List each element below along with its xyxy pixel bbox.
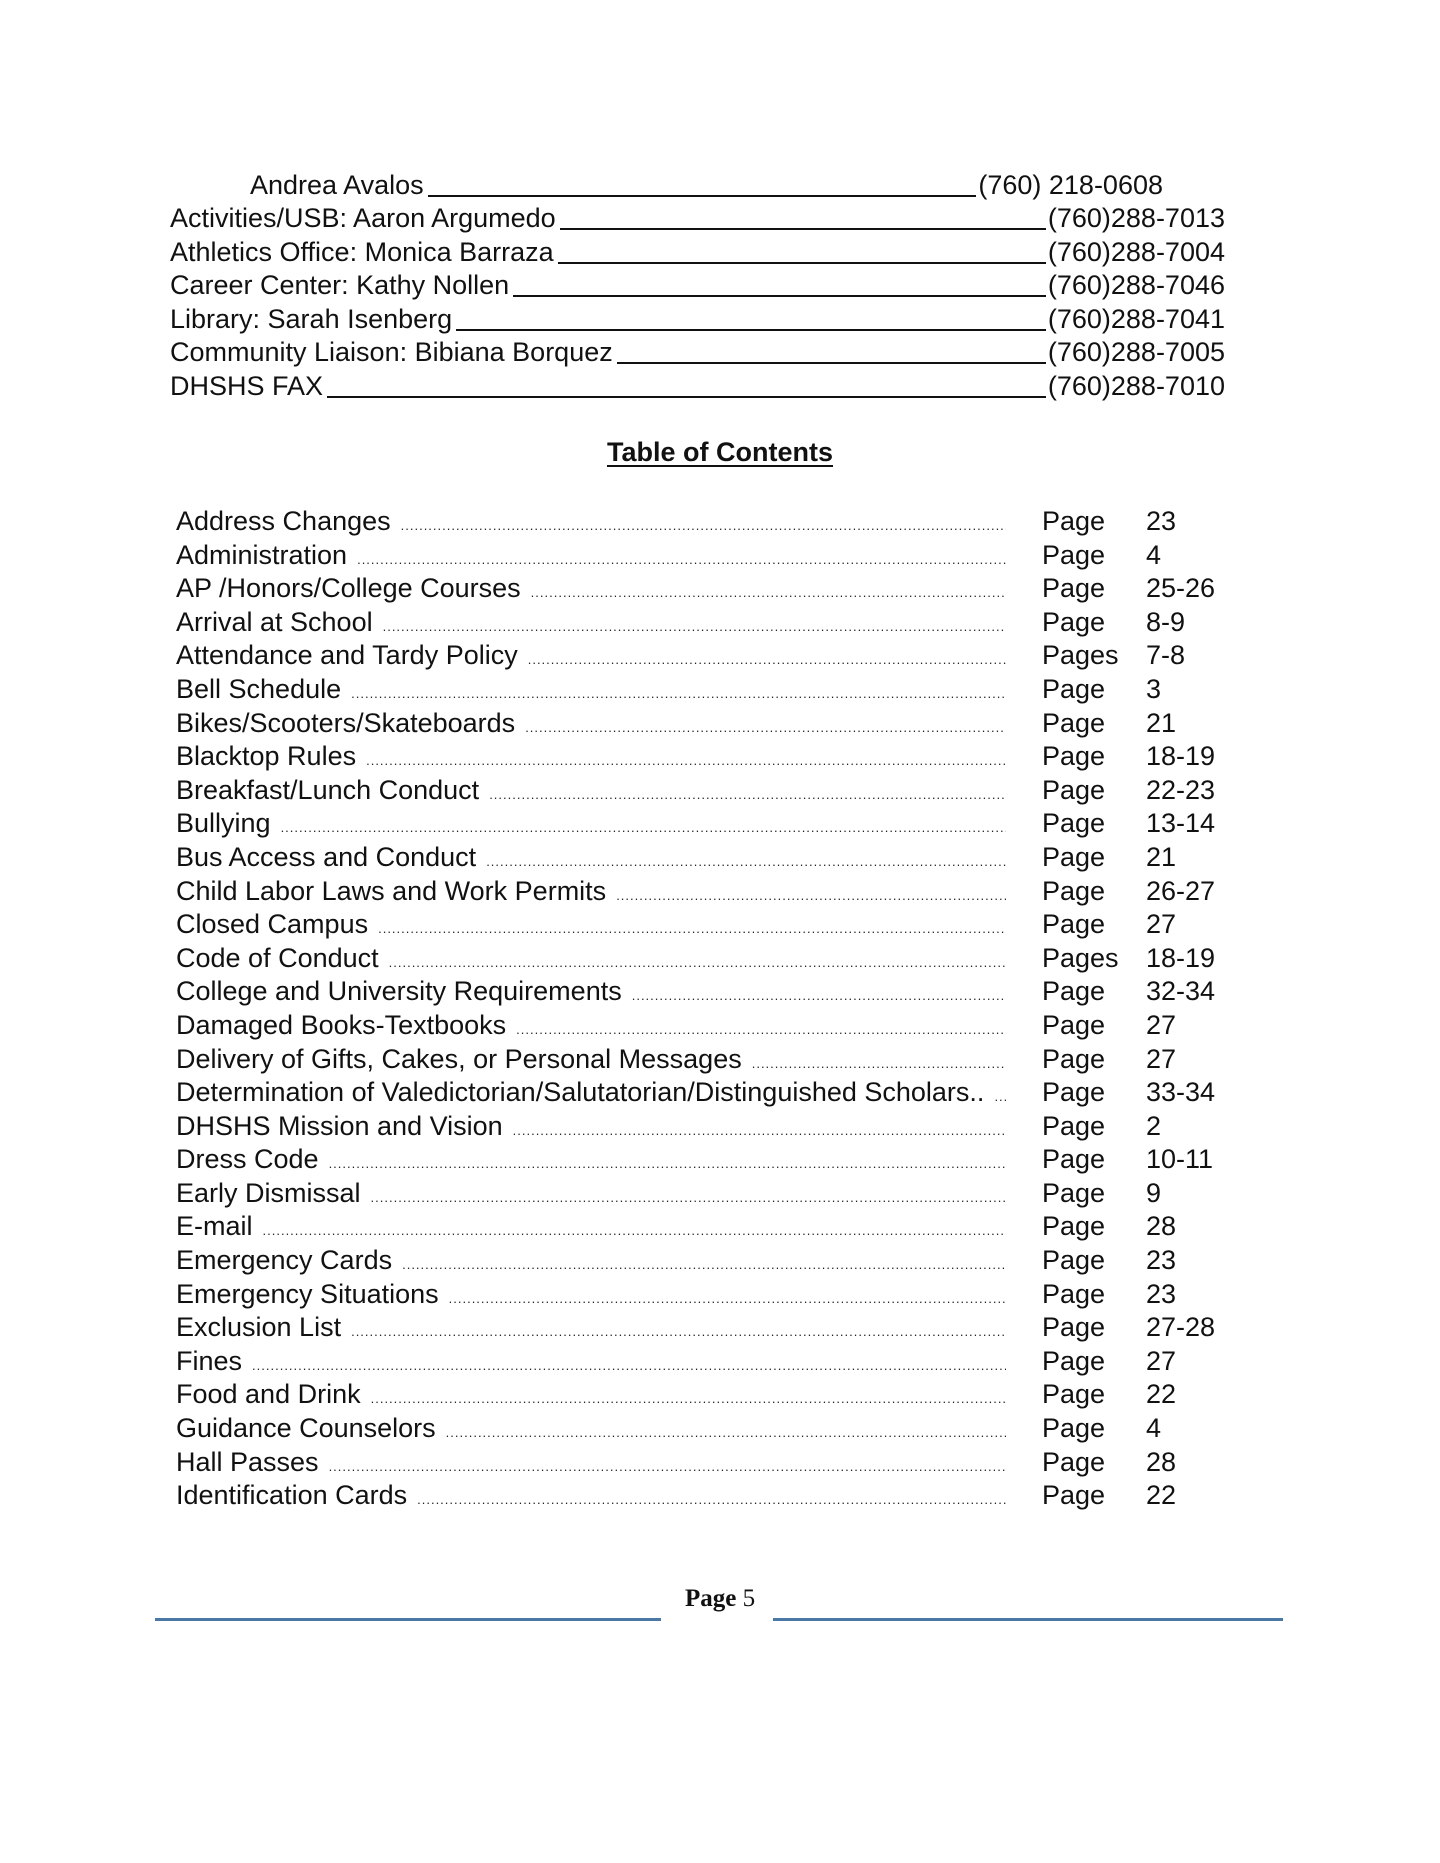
toc-entry bbox=[176, 942, 1236, 976]
toc-dot-leader bbox=[525, 711, 1006, 744]
toc-entry-label: Emergency Situations bbox=[176, 1278, 439, 1309]
toc-page-word: Page bbox=[1042, 707, 1106, 738]
toc-dot-leader bbox=[513, 1114, 1006, 1147]
toc-entry bbox=[176, 1311, 1236, 1345]
toc-entry-label: Child Labor Laws and Work Permits bbox=[176, 875, 607, 906]
toc-dot-leader bbox=[329, 1450, 1006, 1483]
footer-page-value: 5 bbox=[742, 1585, 756, 1612]
toc-page-number: 4 bbox=[1146, 1413, 1162, 1444]
toc-page-number: 27 bbox=[1146, 1345, 1177, 1376]
toc-page-word: Page bbox=[1042, 506, 1106, 536]
toc-page-number: 2 bbox=[1146, 1110, 1162, 1141]
toc-entry bbox=[176, 875, 1236, 909]
toc-page-word: Page bbox=[1042, 539, 1106, 570]
toc-page-number: 13-14 bbox=[1146, 808, 1216, 839]
toc-entry-label: Early Dismissal bbox=[176, 1177, 361, 1208]
contact-row bbox=[170, 369, 1225, 403]
contact-underline bbox=[327, 396, 1046, 398]
toc-entry-label: Fines bbox=[176, 1345, 243, 1376]
contact-underline bbox=[560, 228, 1046, 230]
toc-entry bbox=[176, 908, 1236, 942]
toc-page-number: 27-28 bbox=[1146, 1312, 1216, 1343]
toc-entry-label: College and University Requirements bbox=[176, 976, 622, 1007]
toc-page-number: 32-34 bbox=[1146, 976, 1216, 1007]
toc-entry bbox=[176, 1378, 1236, 1412]
toc-entry-label: Emergency Cards bbox=[176, 1245, 393, 1276]
contact-underline bbox=[558, 262, 1046, 264]
contact-phone: (760)288-7004 bbox=[1047, 236, 1225, 267]
toc-entry bbox=[176, 707, 1236, 741]
toc-page-number: 9 bbox=[1146, 1177, 1162, 1208]
toc-dot-leader bbox=[446, 1416, 1006, 1449]
toc-page-number: 18-19 bbox=[1146, 942, 1216, 973]
toc-page-number: 22 bbox=[1146, 1379, 1177, 1410]
toc-dot-leader bbox=[383, 610, 1006, 643]
toc-entry-label: Bullying bbox=[176, 808, 271, 839]
toc-page-word: Pages bbox=[1042, 640, 1119, 671]
toc-entry-label: Bell Schedule bbox=[176, 673, 342, 704]
toc-page-word: Page bbox=[1042, 909, 1106, 940]
toc-page-word: Page bbox=[1042, 573, 1106, 604]
toc-page-word: Page bbox=[1042, 1379, 1106, 1410]
toc-dot-leader bbox=[389, 946, 1006, 979]
toc-dot-leader bbox=[371, 1382, 1006, 1415]
toc-page-number: 7-8 bbox=[1146, 640, 1186, 671]
toc-entry-label: Exclusion List bbox=[176, 1312, 342, 1343]
contact-name: Athletics Office: Monica Barraza bbox=[170, 236, 554, 267]
toc-page-number: 27 bbox=[1146, 1009, 1177, 1040]
contact-row bbox=[170, 202, 1225, 236]
toc-entry-label: Bikes/Scooters/Skateboards bbox=[176, 707, 516, 738]
toc-page-word: Page bbox=[1042, 1446, 1106, 1477]
toc-page-word: Page bbox=[1042, 673, 1106, 704]
contact-name: Activities/USB: Aaron Argumedo bbox=[170, 203, 556, 233]
toc-entry bbox=[176, 975, 1236, 1009]
toc-page-number: 8-9 bbox=[1146, 606, 1186, 637]
toc-entry bbox=[176, 1479, 1236, 1513]
toc-dot-leader bbox=[351, 1315, 1006, 1348]
toc-dot-leader bbox=[329, 1147, 1006, 1180]
contact-phone: (760)288-7046 bbox=[1047, 270, 1225, 300]
toc-entry bbox=[176, 1412, 1236, 1446]
toc-page-word: Page bbox=[1042, 1245, 1106, 1276]
toc-page-number: 21 bbox=[1146, 707, 1177, 738]
contact-name: Library: Sarah Isenberg bbox=[170, 303, 453, 334]
toc-entry-label: Guidance Counselors bbox=[176, 1413, 436, 1444]
toc-entry bbox=[176, 572, 1236, 606]
toc-page-number: 23 bbox=[1146, 1278, 1177, 1309]
toc-page-number: 23 bbox=[1146, 506, 1177, 536]
toc-page-number: 22 bbox=[1146, 1480, 1177, 1511]
toc-entry-label: E-mail bbox=[176, 1211, 253, 1242]
toc-page-number: 18-19 bbox=[1146, 741, 1216, 772]
contact-row bbox=[170, 336, 1225, 370]
toc-dot-leader bbox=[489, 778, 1006, 811]
toc-page-word: Page bbox=[1042, 1278, 1106, 1309]
toc-page-word: Page bbox=[1042, 606, 1106, 637]
toc-entry-label: Damaged Books-Textbooks bbox=[176, 1009, 507, 1040]
contact-underline bbox=[513, 295, 1046, 297]
toc-entry bbox=[176, 1143, 1236, 1177]
toc-page-word: Page bbox=[1042, 774, 1106, 805]
toc-page-word: Page bbox=[1042, 1312, 1106, 1343]
contact-underline bbox=[456, 329, 1046, 331]
toc-page-number: 10-11 bbox=[1146, 1144, 1214, 1175]
contact-underline bbox=[617, 362, 1046, 364]
toc-page-number: 28 bbox=[1146, 1446, 1177, 1477]
contact-row bbox=[170, 269, 1225, 303]
toc-entry-label: Breakfast/Lunch Conduct bbox=[176, 774, 480, 805]
contact-name: DHSHS FAX bbox=[170, 370, 324, 401]
toc-entry bbox=[176, 1076, 1236, 1110]
toc-page-number: 22-23 bbox=[1146, 774, 1216, 805]
toc-dot-leader bbox=[449, 1282, 1006, 1315]
page-footer bbox=[0, 1585, 1440, 1625]
footer-page-number bbox=[0, 1585, 1440, 1613]
toc-entry-label: Attendance and Tardy Policy bbox=[176, 640, 518, 671]
toc-dot-leader bbox=[616, 879, 1006, 912]
toc-entry-label: Address Changes bbox=[176, 506, 391, 536]
toc-page-number: 26-27 bbox=[1146, 875, 1216, 906]
contact-phone: (760) 218-0608 bbox=[978, 169, 1163, 200]
toc-dot-leader bbox=[402, 1248, 1006, 1281]
contact-row bbox=[170, 168, 1163, 202]
toc-entry-label: Identification Cards bbox=[176, 1480, 408, 1511]
toc-entry bbox=[176, 740, 1236, 774]
contact-name: Career Center: Kathy Nollen bbox=[170, 270, 510, 300]
toc-entry-label: Food and Drink bbox=[176, 1379, 361, 1410]
toc-page-word: Page bbox=[1042, 1413, 1106, 1444]
toc-entry-label: Closed Campus bbox=[176, 909, 369, 940]
toc-dot-leader bbox=[752, 1047, 1006, 1080]
contact-row bbox=[170, 302, 1225, 336]
toc-dot-leader bbox=[516, 1013, 1006, 1046]
toc-entry bbox=[176, 639, 1236, 673]
toc-title: Table of Contents bbox=[607, 437, 833, 467]
toc-entry bbox=[176, 1345, 1236, 1379]
toc-dot-leader bbox=[371, 1181, 1006, 1214]
contact-row bbox=[170, 235, 1225, 269]
toc-entry-label: Bus Access and Conduct bbox=[176, 841, 477, 872]
toc-page-word: Page bbox=[1042, 808, 1106, 839]
toc-dot-leader bbox=[252, 1349, 1006, 1382]
toc-dot-leader bbox=[357, 543, 1006, 576]
toc-page-number: 21 bbox=[1146, 841, 1177, 872]
toc-entry-label: Arrival at School bbox=[176, 606, 373, 637]
toc-dot-leader bbox=[351, 677, 1006, 710]
toc-dot-leader bbox=[378, 912, 1006, 945]
toc-page-word: Page bbox=[1042, 1480, 1106, 1511]
toc-entry-label: Administration bbox=[176, 539, 348, 570]
toc-entry-label: Hall Passes bbox=[176, 1446, 319, 1477]
toc-entry bbox=[176, 606, 1236, 640]
toc-page-word: Page bbox=[1042, 1110, 1106, 1141]
footer-page-label: Page bbox=[684, 1585, 737, 1612]
toc-page-number: 3 bbox=[1146, 673, 1162, 704]
toc-page-number: 25-26 bbox=[1146, 573, 1216, 604]
toc-page-number: 23 bbox=[1146, 1245, 1177, 1276]
toc-dot-leader bbox=[281, 811, 1006, 844]
toc-entry bbox=[176, 1278, 1236, 1312]
contact-phone: (760)288-7005 bbox=[1047, 337, 1225, 367]
toc-page-word: Page bbox=[1042, 741, 1106, 772]
toc-entry bbox=[176, 774, 1236, 808]
contact-phone: (760)288-7010 bbox=[1047, 370, 1225, 401]
toc-page-word: Page bbox=[1042, 1144, 1106, 1175]
toc-entry bbox=[176, 1043, 1236, 1077]
toc-page-word: Page bbox=[1042, 841, 1106, 872]
toc-page-word: Page bbox=[1042, 976, 1106, 1007]
toc-entry bbox=[176, 1177, 1236, 1211]
toc-page-number: 4 bbox=[1146, 539, 1162, 570]
toc-entry-label: Code of Conduct bbox=[176, 942, 379, 973]
toc-page-word: Page bbox=[1042, 875, 1106, 906]
toc-dot-leader bbox=[401, 509, 1006, 542]
toc-page-number: 27 bbox=[1146, 1043, 1177, 1074]
footer-rule-right bbox=[773, 1618, 1283, 1621]
contact-phone: (760)288-7041 bbox=[1047, 303, 1225, 334]
footer-rule-left bbox=[155, 1618, 661, 1621]
toc-page-word: Pages bbox=[1042, 942, 1119, 973]
toc-dot-leader bbox=[417, 1483, 1006, 1516]
toc-entry-label: Determination of Valedictorian/Salutatorian/Distinguished Scholars.. bbox=[176, 1077, 985, 1108]
contact-phone: (760)288-7013 bbox=[1047, 203, 1225, 233]
toc-page-word: Page bbox=[1042, 1177, 1106, 1208]
toc-entry bbox=[176, 841, 1236, 875]
toc-entry bbox=[176, 1244, 1236, 1278]
toc-page-number: 27 bbox=[1146, 909, 1177, 940]
toc-entry-label: Dress Code bbox=[176, 1144, 319, 1175]
contact-underline bbox=[428, 195, 977, 197]
toc-dot-leader bbox=[994, 1080, 1006, 1113]
toc-entry bbox=[176, 539, 1236, 573]
toc-entry bbox=[176, 673, 1236, 707]
contact-name: Andrea Avalos bbox=[250, 169, 424, 200]
toc-entry-label: Blacktop Rules bbox=[176, 741, 357, 772]
toc-entry bbox=[176, 505, 1236, 539]
toc-page-word: Page bbox=[1042, 1043, 1106, 1074]
toc-page-word: Page bbox=[1042, 1211, 1106, 1242]
toc-dot-leader bbox=[366, 744, 1006, 777]
toc-page-word: Page bbox=[1042, 1345, 1106, 1376]
toc-page-word: Page bbox=[1042, 1009, 1106, 1040]
table-of-contents bbox=[176, 505, 1236, 1513]
toc-entry-label: DHSHS Mission and Vision bbox=[176, 1110, 503, 1141]
contact-list bbox=[170, 168, 1225, 403]
toc-entry bbox=[176, 1110, 1236, 1144]
toc-page-number: 28 bbox=[1146, 1211, 1177, 1242]
toc-dot-leader bbox=[486, 845, 1006, 878]
toc-entry-label: Delivery of Gifts, Cakes, or Personal Messages bbox=[176, 1043, 742, 1074]
toc-page-number: 33-34 bbox=[1146, 1077, 1216, 1108]
toc-entry bbox=[176, 1210, 1236, 1244]
contact-name: Community Liaison: Bibiana Borquez bbox=[170, 337, 613, 367]
toc-entry bbox=[176, 807, 1236, 841]
toc-entry bbox=[176, 1009, 1236, 1043]
toc-dot-leader bbox=[263, 1214, 1006, 1247]
toc-entry-label: AP /Honors/College Courses bbox=[176, 573, 521, 604]
toc-dot-leader bbox=[528, 643, 1006, 676]
toc-page-word: Page bbox=[1042, 1077, 1106, 1108]
toc-dot-leader bbox=[632, 979, 1006, 1012]
toc-entry bbox=[176, 1446, 1236, 1480]
toc-dot-leader bbox=[531, 576, 1006, 609]
